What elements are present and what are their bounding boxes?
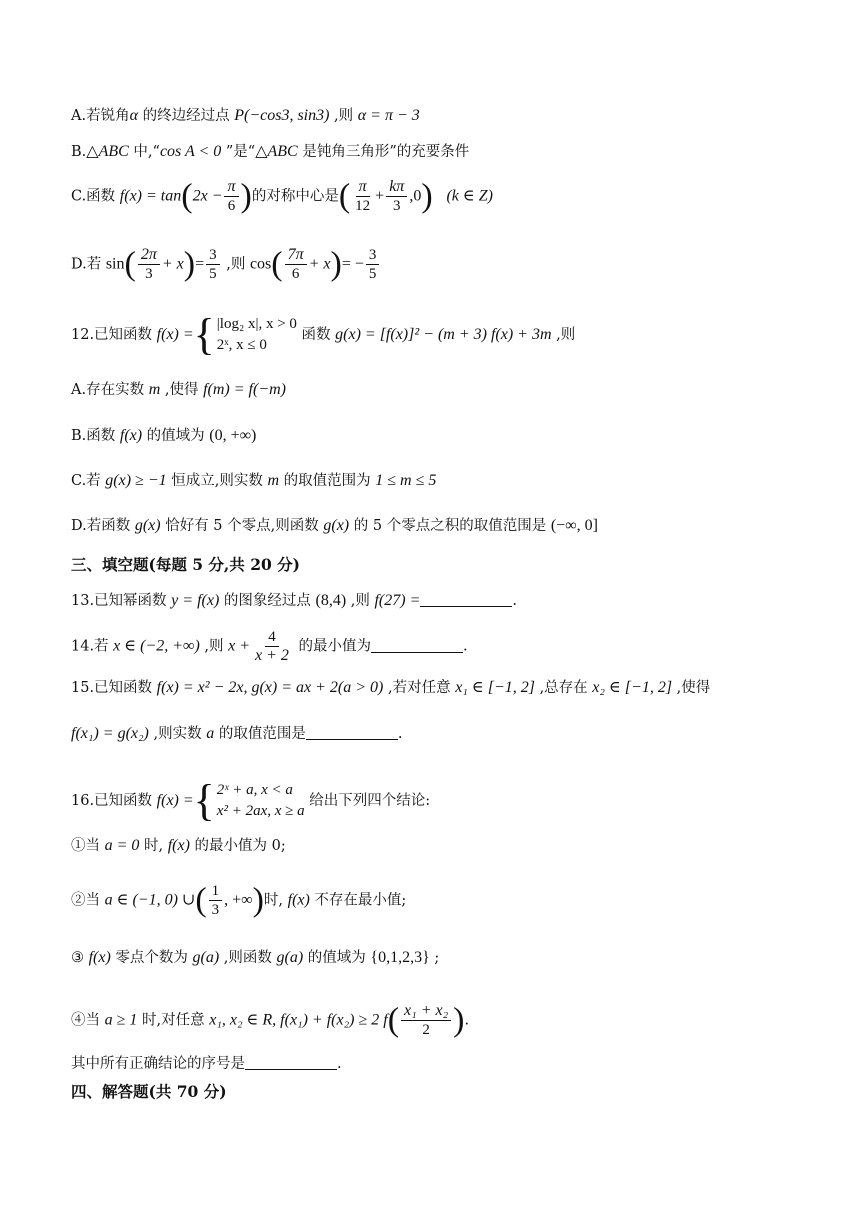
text: ,使得 bbox=[160, 382, 204, 398]
math: (−∞, 0] bbox=[550, 517, 598, 534]
denominator: 3 bbox=[145, 266, 153, 282]
q15-line1 bbox=[71, 678, 710, 698]
text: ; bbox=[429, 950, 440, 966]
paren-right: ) bbox=[240, 177, 252, 215]
text: 不存在最小值; bbox=[309, 892, 407, 909]
math: + x bbox=[161, 255, 184, 273]
text: 零点个数为 bbox=[110, 950, 193, 966]
text: 13.已知幂函数 bbox=[71, 593, 172, 609]
text: B.函数 bbox=[71, 428, 120, 444]
text: . bbox=[337, 1056, 342, 1072]
math: cos bbox=[249, 255, 272, 273]
paren-right: ) bbox=[252, 881, 264, 919]
q16-conclusion-2 bbox=[71, 882, 406, 919]
text: A.若锐角 bbox=[71, 108, 130, 124]
fraction bbox=[224, 178, 238, 215]
math: (8,4) bbox=[315, 592, 347, 609]
text: 的对称中心是 bbox=[251, 188, 339, 205]
text: ,则 bbox=[221, 256, 250, 273]
math: a ≥ 1 bbox=[104, 1011, 138, 1029]
paren-right: ) bbox=[330, 245, 342, 283]
math: f(x₁) = g(x₂) bbox=[71, 725, 149, 742]
numerator: x₁ + x₂ bbox=[401, 1002, 451, 1021]
fraction bbox=[285, 246, 307, 283]
case: |log₂ x|, x > 0 bbox=[216, 316, 297, 332]
paren-left: ( bbox=[124, 245, 136, 283]
math: a = 0 bbox=[104, 837, 140, 854]
text: 恰好有 5 个零点,则函数 bbox=[160, 518, 324, 534]
q15-line2 bbox=[71, 724, 402, 744]
math: (k ∈ Z) bbox=[446, 187, 493, 205]
text: . bbox=[512, 593, 517, 609]
case: x² + 2ax, x ≥ a bbox=[216, 803, 305, 819]
text: 恒成立,则实数 bbox=[166, 473, 268, 489]
numerator: π bbox=[224, 178, 238, 197]
math: 1 ≤ m ≤ 5 bbox=[375, 472, 437, 489]
math: 2x − bbox=[192, 187, 223, 205]
math: △ABC bbox=[86, 143, 129, 160]
paren-right: ) bbox=[183, 245, 196, 283]
text: 时,对任意 bbox=[137, 1012, 210, 1029]
numerator: 3 bbox=[366, 246, 380, 265]
math: a ∈ (−1, 0) ∪ bbox=[104, 891, 196, 909]
piecewise-cases bbox=[217, 314, 297, 356]
paren-right: ) bbox=[453, 1001, 465, 1039]
q11-option-a bbox=[71, 106, 420, 126]
text: 时, bbox=[263, 892, 288, 909]
text: 的值域为 bbox=[142, 428, 210, 444]
math: a bbox=[206, 725, 215, 742]
text: 时, bbox=[139, 838, 168, 854]
numerator: π bbox=[356, 178, 370, 197]
text: 给出下列四个结论: bbox=[304, 793, 431, 809]
text: ④当 bbox=[71, 1012, 105, 1029]
text: ,总存在 bbox=[534, 680, 593, 696]
text: 的图象经过点 bbox=[219, 593, 316, 609]
math: m bbox=[148, 381, 161, 398]
math: x₁, x₂ ∈ R, f(x₁) + f(x₂) ≥ 2 f bbox=[209, 1011, 388, 1029]
math: g(x) bbox=[323, 517, 350, 534]
q11-option-b bbox=[71, 142, 469, 162]
fraction bbox=[209, 882, 223, 919]
q16-stem bbox=[71, 776, 431, 825]
fraction bbox=[366, 246, 380, 283]
numerator: 7π bbox=[285, 246, 307, 265]
text: 的 5 个零点之积的取值范围是 bbox=[349, 518, 551, 534]
fraction bbox=[401, 1002, 451, 1039]
text: D.若函数 bbox=[71, 518, 135, 534]
text: 是钝角三角形”的充要条件 bbox=[297, 144, 470, 160]
math: g(x) bbox=[134, 517, 161, 534]
text: . bbox=[463, 638, 468, 655]
denominator: 6 bbox=[291, 266, 300, 282]
denominator: 2 bbox=[422, 1022, 430, 1038]
text: 的值域为 bbox=[303, 950, 371, 966]
math: f(x) bbox=[119, 427, 143, 444]
math: P(−cos3, sin3) bbox=[234, 107, 330, 124]
text: 15.已知函数 bbox=[71, 680, 157, 696]
math: + bbox=[375, 187, 385, 205]
section-heading-answer: 四、解答题(共 70 分) bbox=[71, 1082, 227, 1101]
case: 2ˣ, x ≤ 0 bbox=[216, 337, 267, 353]
numerator: 3 bbox=[206, 246, 220, 265]
text: 14.若 bbox=[71, 638, 114, 655]
q13 bbox=[71, 591, 517, 611]
piecewise-cases bbox=[217, 780, 305, 822]
math: α = π − 3 bbox=[357, 107, 420, 124]
text: ,使得 bbox=[672, 680, 711, 696]
text: 的最小值为 bbox=[293, 638, 372, 655]
numerator: 1 bbox=[209, 882, 223, 901]
q12-option-d bbox=[71, 516, 598, 536]
fraction bbox=[386, 178, 407, 215]
math: , +∞ bbox=[224, 891, 253, 909]
math: g(x) ≥ −1 bbox=[105, 472, 167, 489]
text: ”是“ bbox=[221, 144, 256, 160]
math: x₂ ∈ [−1, 2] bbox=[592, 679, 673, 696]
math: f(x) = tan bbox=[119, 187, 182, 205]
fraction bbox=[206, 246, 220, 283]
paren-left: ( bbox=[338, 177, 351, 215]
denominator: x + 2 bbox=[255, 647, 289, 664]
text: ②当 bbox=[71, 892, 105, 909]
math: cos A < 0 bbox=[159, 143, 222, 160]
math: x + bbox=[228, 637, 251, 655]
paren-right: ) bbox=[421, 177, 433, 215]
text: ,则 bbox=[199, 638, 229, 655]
text: 的终边经过点 bbox=[138, 108, 235, 124]
q12-stem bbox=[71, 310, 576, 359]
paren-left: ( bbox=[195, 881, 207, 919]
q11-option-c bbox=[71, 178, 493, 215]
text: C.若 bbox=[71, 473, 106, 489]
numerator: kπ bbox=[386, 178, 407, 197]
answer-blank[interactable] bbox=[371, 638, 463, 653]
q16-ask bbox=[71, 1054, 342, 1074]
math: f(x) bbox=[167, 837, 190, 854]
text: ,则函数 bbox=[219, 950, 277, 966]
denominator: 6 bbox=[227, 198, 236, 214]
numerator: 4 bbox=[265, 628, 279, 647]
math: f(27) = bbox=[374, 592, 421, 609]
math: g(x) = [f(x)]² − (m + 3) f(x) + 3m bbox=[335, 326, 552, 343]
text: ,则 bbox=[329, 108, 358, 124]
fraction bbox=[252, 628, 292, 665]
math: α bbox=[129, 107, 138, 124]
q16-conclusion-1 bbox=[71, 836, 286, 856]
denominator: 5 bbox=[209, 266, 217, 282]
math: g(a) bbox=[276, 949, 304, 966]
q14 bbox=[71, 628, 468, 665]
brace: { bbox=[193, 776, 215, 825]
brace: { bbox=[193, 310, 215, 359]
math: x₁ ∈ [−1, 2] bbox=[455, 679, 535, 696]
text: 16.已知函数 bbox=[71, 793, 157, 809]
text: B. bbox=[71, 144, 87, 160]
math: = − bbox=[341, 255, 364, 273]
case: 2ˣ + a, x < a bbox=[216, 782, 293, 798]
text: C.函数 bbox=[71, 188, 120, 205]
text: ,则 bbox=[346, 593, 375, 609]
text: ,则 bbox=[551, 327, 576, 343]
text: 函数 bbox=[296, 327, 336, 343]
q12-option-a bbox=[71, 380, 286, 400]
text: A.存在实数 bbox=[71, 382, 149, 398]
text: 12.已知函数 bbox=[71, 327, 157, 343]
math: △ABC bbox=[255, 143, 298, 160]
q16-conclusion-3 bbox=[71, 948, 439, 968]
math: {0,1,2,3} bbox=[370, 949, 430, 966]
section-heading-fill-in: 三、填空题(每题 5 分,共 20 分) bbox=[71, 555, 301, 574]
answer-blank[interactable] bbox=[245, 1055, 337, 1070]
math: y = f(x) bbox=[171, 592, 220, 609]
text: ③ bbox=[71, 950, 89, 966]
math: g(a) bbox=[192, 949, 220, 966]
math: m bbox=[267, 472, 280, 489]
text: ,若对任意 bbox=[383, 680, 456, 696]
math: sin bbox=[105, 255, 125, 273]
denominator: 3 bbox=[393, 198, 401, 214]
text: ①当 bbox=[71, 838, 105, 854]
paren-left: ( bbox=[181, 177, 193, 215]
text: . bbox=[464, 1012, 470, 1029]
math: f(m) = f(−m) bbox=[203, 381, 286, 398]
math: (0, +∞) bbox=[209, 427, 257, 444]
text: 其中所有正确结论的序号是 bbox=[71, 1056, 245, 1072]
denominator: 12 bbox=[355, 198, 371, 214]
math: f(x) bbox=[287, 891, 310, 909]
q11-option-d bbox=[71, 246, 381, 283]
fraction bbox=[138, 246, 160, 283]
q12-option-b bbox=[71, 426, 256, 446]
math: ,0 bbox=[409, 187, 422, 205]
answer-blank[interactable] bbox=[420, 592, 512, 607]
answer-blank[interactable] bbox=[306, 725, 398, 740]
numerator: 2π bbox=[138, 246, 160, 265]
paren-left: ( bbox=[271, 245, 283, 283]
math: f(x) = x² − 2x, g(x) = ax + 2(a > 0) bbox=[156, 679, 384, 696]
q12-option-c bbox=[71, 471, 436, 491]
fraction bbox=[352, 178, 373, 215]
text: 的最小值为 0; bbox=[189, 838, 286, 854]
math: + x bbox=[308, 255, 331, 273]
math: f(x) bbox=[88, 949, 111, 966]
text: 的取值范围是 bbox=[214, 726, 306, 742]
denominator: 3 bbox=[211, 902, 220, 918]
denominator: 5 bbox=[368, 266, 377, 282]
text: 中,“ bbox=[128, 144, 160, 160]
text: ,则实数 bbox=[148, 726, 207, 742]
paren-left: ( bbox=[387, 1001, 400, 1039]
math: = bbox=[195, 255, 205, 273]
text: . bbox=[397, 726, 403, 742]
q16-conclusion-4 bbox=[71, 1002, 469, 1039]
math: f(x) = bbox=[156, 792, 194, 809]
math: x ∈ (−2, +∞) bbox=[113, 637, 200, 655]
text: 的取值范围为 bbox=[279, 473, 376, 489]
math: f(x) = bbox=[156, 326, 194, 343]
text: D.若 bbox=[71, 256, 106, 273]
